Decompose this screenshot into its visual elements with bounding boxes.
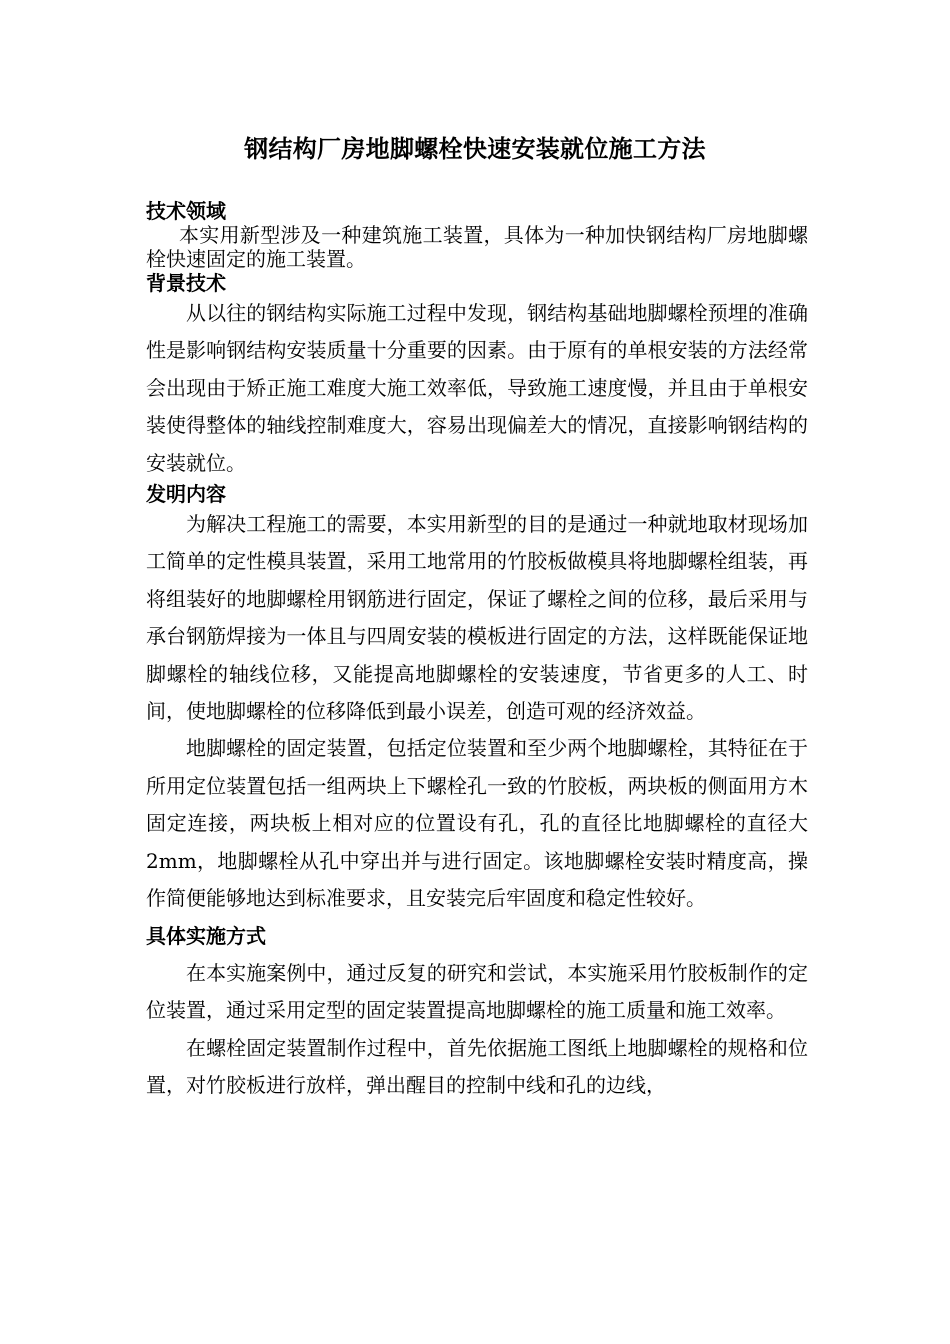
paragraph-invention-content-2: 地脚螺栓的固定装置，包括定位装置和至少两个地脚螺栓，其特征在于所用定位装置包括一组两块上下螺栓孔一致的竹胶板，两块板的侧面用方木固定连接，两块板上相对应的位置设有孔，孔的直径比地脚螺栓的直径大2mm，地脚螺栓从孔中穿出并与进行固定。该地脚螺栓安装时精度高，操作简便能够地达到标准要求，且安装完后牢固度和稳定性较好。	[146, 736, 808, 911]
paragraph-embodiment-2: 在螺栓固定装置制作过程中，首先依据施工图纸上地脚螺栓的规格和位置，对竹胶板进行放样，弹出醒目的控制中线和孔的边线，	[146, 1035, 808, 1098]
section-heading-technical-field: 技术领域	[146, 199, 226, 223]
paragraph-embodiment-1: 在本实施案例中，通过反复的研究和尝试，本实施采用竹胶板制作的定位装置，通过采用定型的固定装置提高地脚螺栓的施工质量和施工效率。	[146, 960, 808, 1023]
paragraph-technical-field: 本实用新型涉及一种建筑施工装置，具体为一种加快钢结构厂房地脚螺栓快速固定的施工装置。	[146, 223, 808, 271]
document-body	[146, 199, 808, 1105]
paragraph-background: 从以往的钢结构实际施工过程中发现，钢结构基础地脚螺栓预埋的准确性是影响钢结构安装质量十分重要的因素。由于原有的单根安装的方法经常会出现由于矫正施工难度大施工效率低，导致施工速度慢，并且由于单根安装使得整体的轴线控制难度大，容易出现偏差大的情况，直接影响钢结构的安装就位。	[146, 301, 808, 475]
section-heading-background: 背景技术	[146, 271, 226, 295]
paragraph-invention-content-1: 为解决工程施工的需要，本实用新型的目的是通过一种就地取材现场加工简单的定性模具装置，采用工地常用的竹胶板做模具将地脚螺栓组装，再将组装好的地脚螺栓用钢筋进行固定，保证了螺栓之间的位移，最后采用与承台钢筋焊接为一体且与四周安装的模板进行固定的方法，这样既能保证地脚螺栓的轴线位移，又能提高地脚螺栓的安装速度，节省更多的人工、时间，使地脚螺栓的位移降低到最小误差，创造可观的经济效益。	[146, 512, 808, 724]
section-heading-embodiment: 具体实施方式	[146, 923, 266, 948]
document-title: 钢结构厂房地脚螺栓快速安装就位施工方法	[244, 134, 706, 163]
section-heading-invention-content: 发明内容	[146, 482, 226, 507]
